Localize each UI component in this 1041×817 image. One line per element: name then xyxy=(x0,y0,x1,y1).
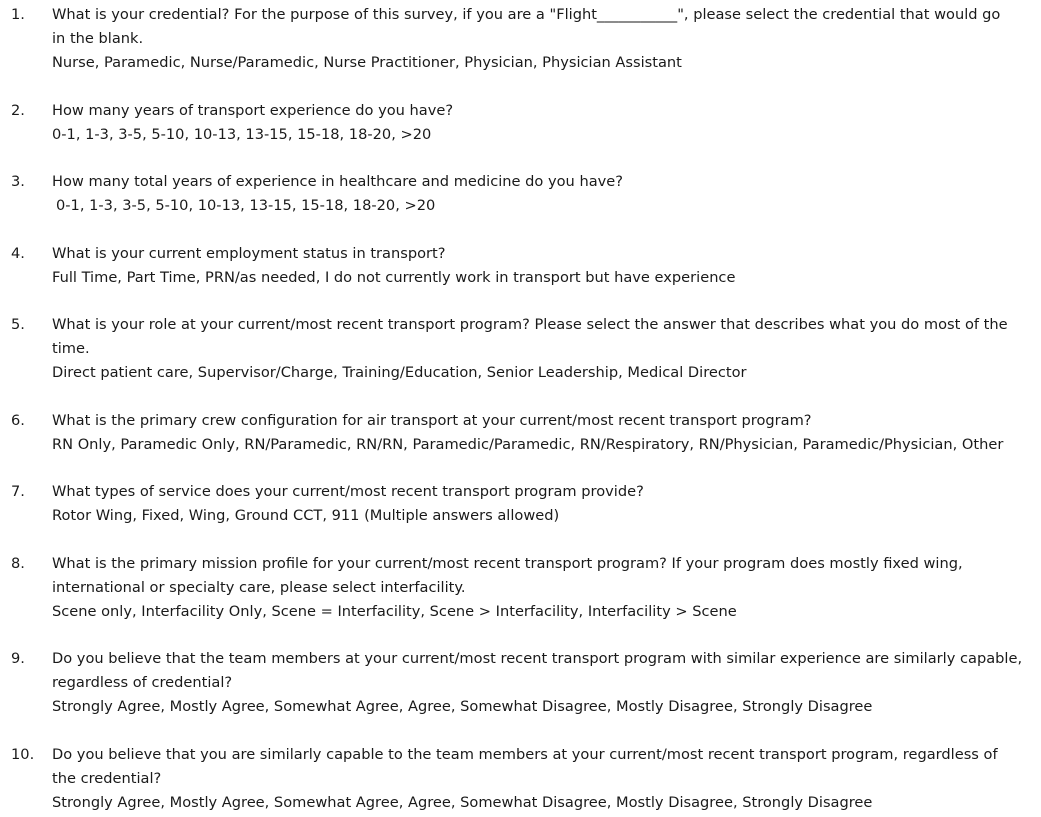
answer-options: Strongly Agree, Mostly Agree, Somewhat Agree, Agree, Somewhat Disagree, Mostly Disagree, Strongly Disagree xyxy=(52,698,873,715)
question-number: 9. xyxy=(11,650,25,667)
question-body xyxy=(52,480,1034,528)
question-body xyxy=(52,170,1034,218)
question-text: time. xyxy=(52,340,90,357)
question-number: 2. xyxy=(11,102,25,119)
question-text: the credential? xyxy=(52,770,162,787)
question-body xyxy=(52,552,1034,624)
answer-options: Nurse, Paramedic, Nurse/Paramedic, Nurse Practitioner, Physician, Physician Assistant xyxy=(52,54,682,71)
question-body xyxy=(52,99,1034,147)
question-text: What types of service does your current/most recent transport program provide? xyxy=(52,483,644,500)
question-text: in the blank. xyxy=(52,30,144,47)
answer-options: Scene only, Interfacility Only, Scene = Interfacility, Scene > Interfacility, Interfacility > Scene xyxy=(52,603,737,620)
question-text: international or specialty care, please select interfacility. xyxy=(52,579,466,596)
question-text: What is your current employment status in transport? xyxy=(52,245,446,262)
question-body xyxy=(52,3,1034,75)
answer-options: Rotor Wing, Fixed, Wing, Ground CCT, 911 (Multiple answers allowed) xyxy=(52,507,560,524)
answer-options: 0-1, 1-3, 3-5, 5-10, 10-13, 13-15, 15-18, 18-20, >20 xyxy=(52,126,432,143)
question-number: 10. xyxy=(11,746,35,763)
question-text: regardless of credential? xyxy=(52,674,233,691)
answer-options: RN Only, Paramedic Only, RN/Paramedic, RN/RN, Paramedic/Paramedic, RN/Respiratory, RN/Physician, Paramedic/Physician, Other xyxy=(52,436,1004,453)
question-text: What is your role at your current/most recent transport program? Please select the answer that describes what you do most of the xyxy=(52,316,1008,333)
question-body xyxy=(52,242,1034,290)
question-number: 7. xyxy=(11,483,25,500)
question-number: 5. xyxy=(11,316,25,333)
question-body xyxy=(52,647,1034,719)
question-number: 3. xyxy=(11,173,25,190)
question-body xyxy=(52,409,1034,457)
question-text: Do you believe that you are similarly capable to the team members at your current/most recent transport program, regardless of xyxy=(52,746,998,763)
question-text: How many total years of experience in healthcare and medicine do you have? xyxy=(52,173,623,190)
question-text: What is the primary crew configuration for air transport at your current/most recent transport program? xyxy=(52,412,812,429)
answer-options: Direct patient care, Supervisor/Charge, Training/Education, Senior Leadership, Medical Director xyxy=(52,364,747,381)
question-text: Do you believe that the team members at your current/most recent transport program with similar experience are similarly capable, xyxy=(52,650,1023,667)
answer-options: Full Time, Part Time, PRN/as needed, I do not currently work in transport but have experience xyxy=(52,269,736,286)
question-text: What is the primary mission profile for your current/most recent transport program? If your program does mostly fixed wing, xyxy=(52,555,963,572)
answer-options: 0-1, 1-3, 3-5, 5-10, 10-13, 13-15, 15-18, 18-20, >20 xyxy=(56,197,436,214)
question-number: 4. xyxy=(11,245,25,262)
question-text: How many years of transport experience do you have? xyxy=(52,102,454,119)
question-number: 1. xyxy=(11,6,25,23)
question-body xyxy=(52,313,1034,385)
question-body xyxy=(52,743,1034,815)
question-number: 6. xyxy=(11,412,25,429)
question-text: What is your credential? For the purpose of this survey, if you are a "Flight___________", please select the credential that would go xyxy=(52,6,1001,23)
answer-options: Strongly Agree, Mostly Agree, Somewhat Agree, Agree, Somewhat Disagree, Mostly Disagree, Strongly Disagree xyxy=(52,794,873,811)
question-number: 8. xyxy=(11,555,25,572)
